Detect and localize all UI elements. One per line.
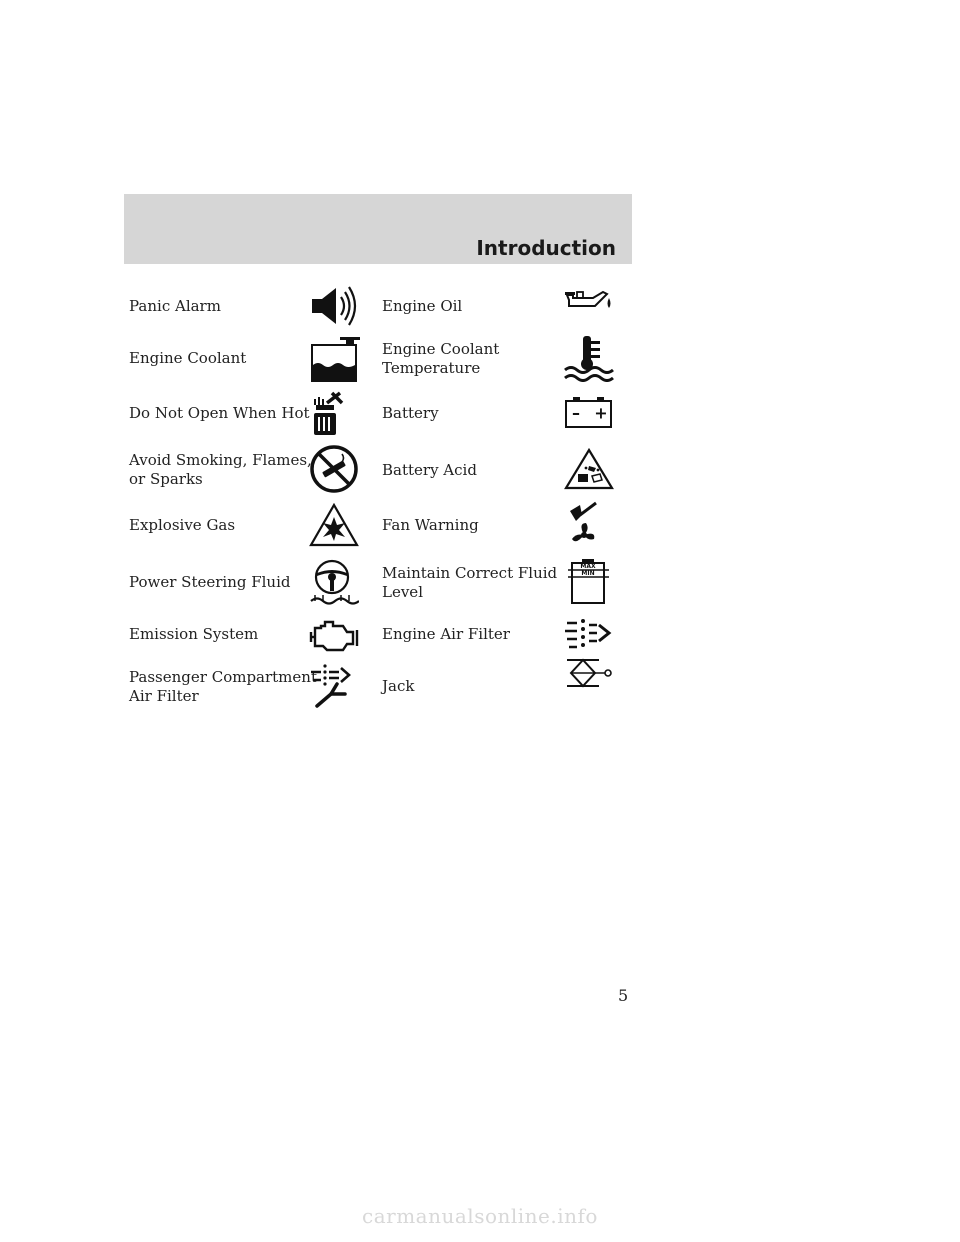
oil-can-icon (563, 288, 613, 314)
engine-icon (309, 618, 359, 652)
label-panic-alarm: Panic Alarm (129, 297, 221, 315)
label-power-steering-fluid: Power Steering Fluid (129, 573, 291, 591)
label-engine-coolant: Engine Coolant (129, 349, 247, 367)
label-line: Engine Coolant (382, 340, 500, 358)
label-maintain-correct-fluid-level (382, 564, 557, 602)
label-line: Temperature (382, 359, 481, 377)
battery-icon (565, 397, 613, 429)
watermark: carmanualsonline.info (362, 1204, 598, 1228)
label-battery: Battery (382, 404, 439, 422)
label-explosive-gas: Explosive Gas (129, 516, 236, 534)
air-filter-icon (563, 615, 615, 651)
label-passenger-compartment-air-filter (129, 668, 317, 706)
cabin-air-filter-icon (307, 660, 359, 710)
label-fan-warning: Fan Warning (382, 516, 479, 534)
battery-plus-sign: + (594, 403, 608, 423)
label-emission-system: Emission System (129, 625, 259, 643)
jack-icon (563, 658, 615, 688)
hot-radiator-cap-icon (310, 391, 346, 437)
label-line: or Sparks (129, 470, 203, 488)
fluid-min-label: MIN (581, 570, 595, 577)
label-line: Maintain Correct Fluid (382, 564, 558, 582)
coolant-temperature-icon (562, 334, 614, 382)
explosive-gas-icon (309, 503, 359, 547)
label-jack: Jack (382, 677, 415, 695)
label-line: Passenger Compartment (129, 668, 317, 686)
fluid-max-label: MAX (580, 563, 596, 570)
label-engine-air-filter: Engine Air Filter (382, 625, 510, 643)
battery-minus-sign: – (572, 403, 580, 423)
steering-wheel-fluid-icon (307, 557, 359, 609)
battery-acid-icon (564, 448, 614, 490)
section-header-band (124, 194, 632, 264)
label-line: Level (382, 583, 423, 601)
section-title: Introduction (476, 236, 616, 260)
label-engine-oil: Engine Oil (382, 297, 463, 315)
no-smoking-icon (309, 444, 359, 494)
label-line: Air Filter (129, 687, 199, 705)
horn-speaker-icon (308, 284, 360, 328)
fan-warning-icon (566, 501, 602, 549)
label-engine-coolant-temperature (382, 340, 499, 378)
label-line: Avoid Smoking, Flames, (129, 451, 312, 469)
label-avoid-smoking (129, 451, 312, 489)
fluid-level-icon (565, 557, 615, 607)
page-number: 5 (618, 986, 629, 1005)
label-battery-acid: Battery Acid (382, 461, 477, 479)
label-do-not-open-when-hot: Do Not Open When Hot (129, 404, 310, 422)
coolant-reservoir-icon (310, 335, 360, 383)
